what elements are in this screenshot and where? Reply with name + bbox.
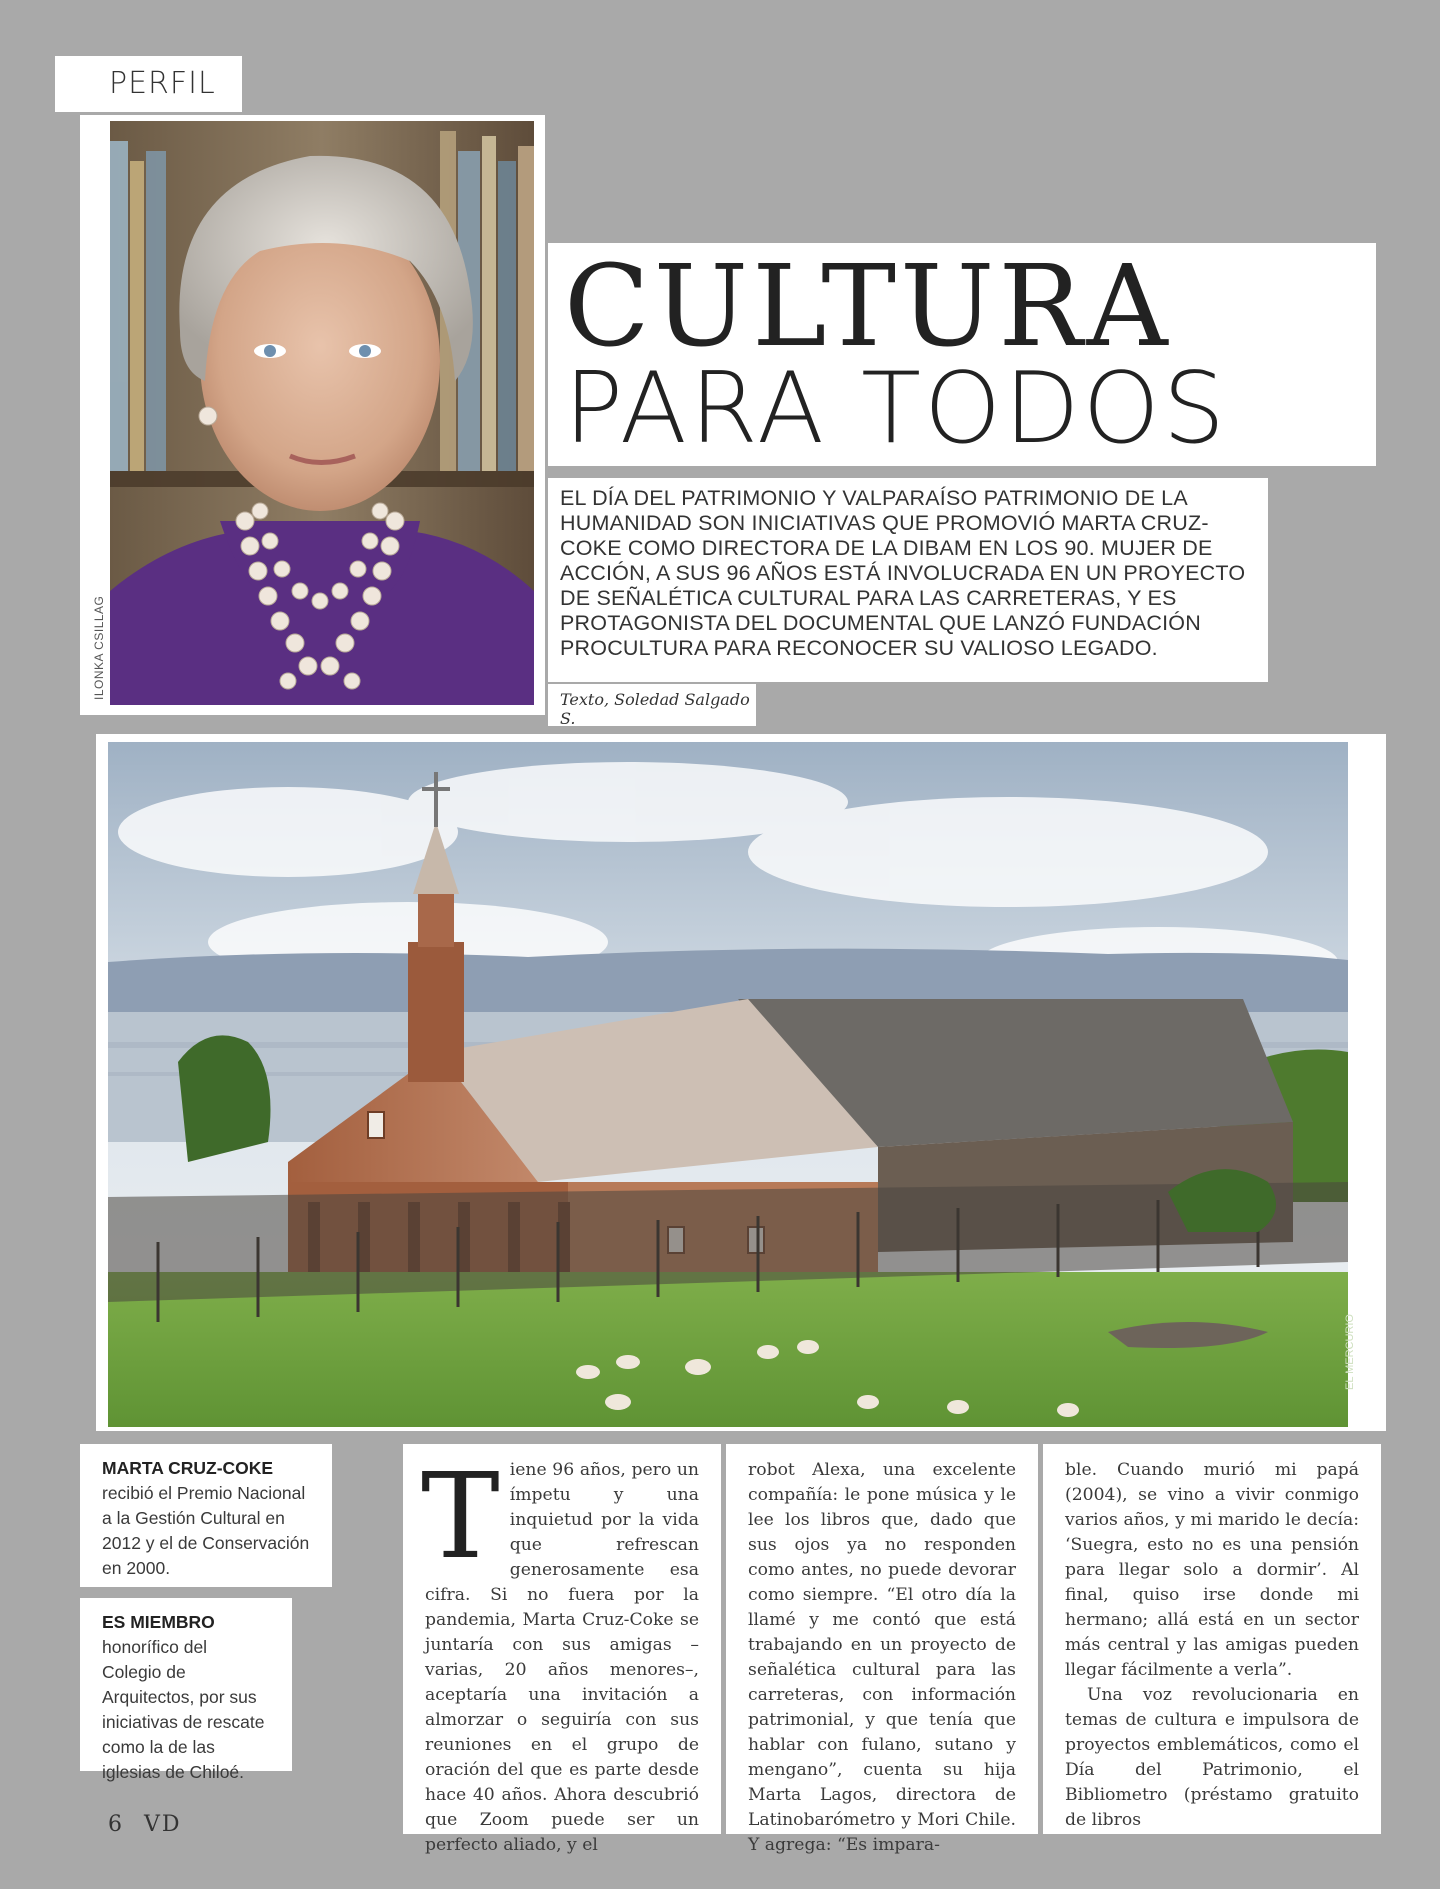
portrait-photo-credit: ILONKA CSILLAG — [92, 595, 106, 700]
byline-box — [548, 684, 756, 726]
sidebar-text: honorífico del Colegio de Arquitectos, por sus iniciativas de rescate como la de las iglesias de Chiloé. — [102, 1637, 265, 1782]
sidebar-fact-member — [80, 1598, 292, 1782]
body-column-3 — [1043, 1444, 1381, 1834]
section-tag — [55, 56, 242, 112]
lead-paragraph: EL DÍA DEL PATRIMONIO Y VALPARAÍSO PATRIMONIO DE LA HUMANIDAD SON INICIATIVAS QUE PROMOVIÓ MARTA CRUZ-COKE COMO DIRECTORA DE LA DIBAM EN LOS 90. MUJER DE ACCIÓN, A SUS 96 AÑOS ESTÁ INVOLUCRADA EN UN PROYECTO DE SEÑALÉTICA CULTURAL PARA LAS CARRETERAS, Y ES PROTAGONISTA DEL DOCUMENTAL QUE LANZÓ FUNDACIÓN PROCULTURA PARA RECONOCER SU VALIOSO LEGADO. — [560, 486, 1246, 660]
headline-line-1: CULTURA — [564, 242, 1172, 372]
page-folio — [108, 1812, 202, 1837]
lead-box — [548, 478, 1268, 682]
body-text: ble. Cuando murió mi papá (2004), se vino a vivir conmigo varios años, y mi marido le decía: ‘Suegra, esto no es una pensión para llegar solo a dormir’. Al final, quiso irse donde mi hermano; allá está en un sector más central y las amigas pueden llegar fácilmente a verla”. — [1065, 1460, 1359, 1680]
byline: Texto, Soledad Salgado S. — [560, 690, 750, 728]
section-label: PERFIL — [109, 66, 216, 101]
portrait-photo — [110, 121, 534, 705]
church-photo-frame — [96, 734, 1386, 1431]
church-photo-credit: EL MERCURIO — [1344, 1314, 1356, 1390]
page-number: 6 — [108, 1812, 124, 1837]
drop-cap: T — [421, 1447, 500, 1585]
sidebar-heading: ES MIEMBRO — [102, 1612, 215, 1632]
headline-line-2: PARA TODOS — [564, 352, 1228, 466]
headline-box — [548, 243, 1376, 466]
sidebar-fact-award — [80, 1444, 332, 1587]
church-photo — [108, 742, 1348, 1427]
body-text: Una voz revolucionaria en temas de cultura e impulsora de proyectos emblemáticos, como el Día del Patrimonio, el Bibliometro (préstamo gratuito de libros — [1065, 1685, 1359, 1830]
magazine-name: VD — [144, 1812, 182, 1837]
body-text: robot Alexa, una excelente compañía: le pone música y le lee los libros que, dado que sus ojos ya no responden como antes, no puede devorar como siempre. “El otro día la llamé y me contó que está trabajando en un proyecto de señalética cultural para las carreteras, con información patrimonial, y que tenía que hablar con fulano, sutano y mengano”, cuenta su hija Marta Lagos, directora de Latinobarómetro y Mori Chile. Y agrega: “Es impara- — [748, 1460, 1016, 1855]
portrait-frame — [80, 115, 545, 715]
body-column-1 — [403, 1444, 721, 1855]
body-text: iene 96 años, pero un ímpetu y una inquietud por la vida que refrescan generosamente esa cifra. Si no fuera por la pandemia, Marta Cruz-Coke se juntaría con sus amigas –varias, 20 años menores–, aceptaría una invitación a almorzar o seguiría con sus reuniones en el grupo de oración del que es parte desde hace 40 años. Ahora descubrió que Zoom puede ser un perfecto aliado, y el — [425, 1460, 699, 1855]
sidebar-heading: MARTA CRUZ-COKE — [102, 1458, 274, 1478]
sidebar-text: recibió el Premio Nacional a la Gestión Cultural en 2012 y el de Conservación en 2000. — [102, 1483, 310, 1578]
body-column-2 — [726, 1444, 1038, 1855]
